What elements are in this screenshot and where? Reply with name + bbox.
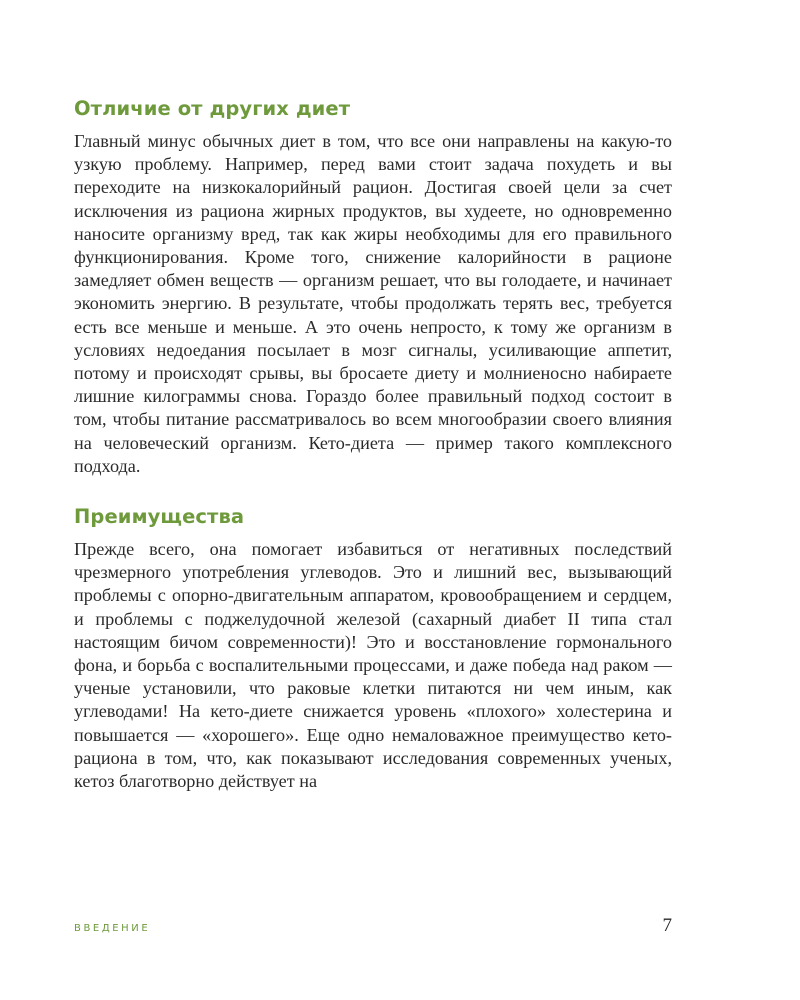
section-paragraph: Прежде всего, она помогает избавиться от негативных последствий чрезмерного употребления углеводов. Это и лишний вес, вызывающий проблемы с опорно-двигательным аппаратом, кровообращением и сердцем, и проблемы с поджелудочной железой (сахарный диабет II типа стал настоящим бичом современности)! Это и восстановление гормонального фона, и борьба с воспалительными процессами, и даже победа над раком — ученые установили, что раковые клетки питаются ни чем иным, как углеводами! На кето-диете снижается уровень «плохого» холестерина и повышается — «хорошего». Еще одно немаловажное преимущество кето-рациона в том, что, как показывают исследования современных ученых, кетоз благотворно действует на — [74, 539, 672, 792]
page-content — [74, 92, 672, 793]
section-difference — [74, 92, 672, 478]
section-paragraph: Главный минус обычных диет в том, что все они направлены на какую-то узкую проблему. Например, перед вами стоит задача похудеть и вы переходите на низкокалорийный рацион. Достигая своей цели за счет исключения из рациона жирных продуктов, вы худеете, но одновременно наносите организму вред, так как жиры необходимы для его правильного функционирования. Кроме того, снижение калорийности в рационе замедляет обмен веществ — организм решает, что вы голодаете, и начинает экономить энергию. В результате, чтобы продолжать терять вес, требуется есть все меньше и меньше. А это очень непросто, к тому же организм в условиях недоедания посылает в мозг сигналы, усиливающие аппетит, потому и происходят срывы, вы бросаете диету и молниеносно набираете лишние килограммы снова. Гораздо более правильный подход состоит в том, чтобы питание рассматривалось во всем многообразии своего влияния на человеческий организм. Кето-диета — пример такого комплексного подхода. — [74, 131, 672, 476]
section-heading: Преимущества — [74, 505, 245, 529]
running-footer-section: ВВЕДЕНИЕ — [74, 923, 151, 934]
section-advantages — [74, 500, 672, 793]
section-heading: Отличие от других диет — [74, 97, 351, 120]
page-number: 7 — [662, 915, 672, 936]
